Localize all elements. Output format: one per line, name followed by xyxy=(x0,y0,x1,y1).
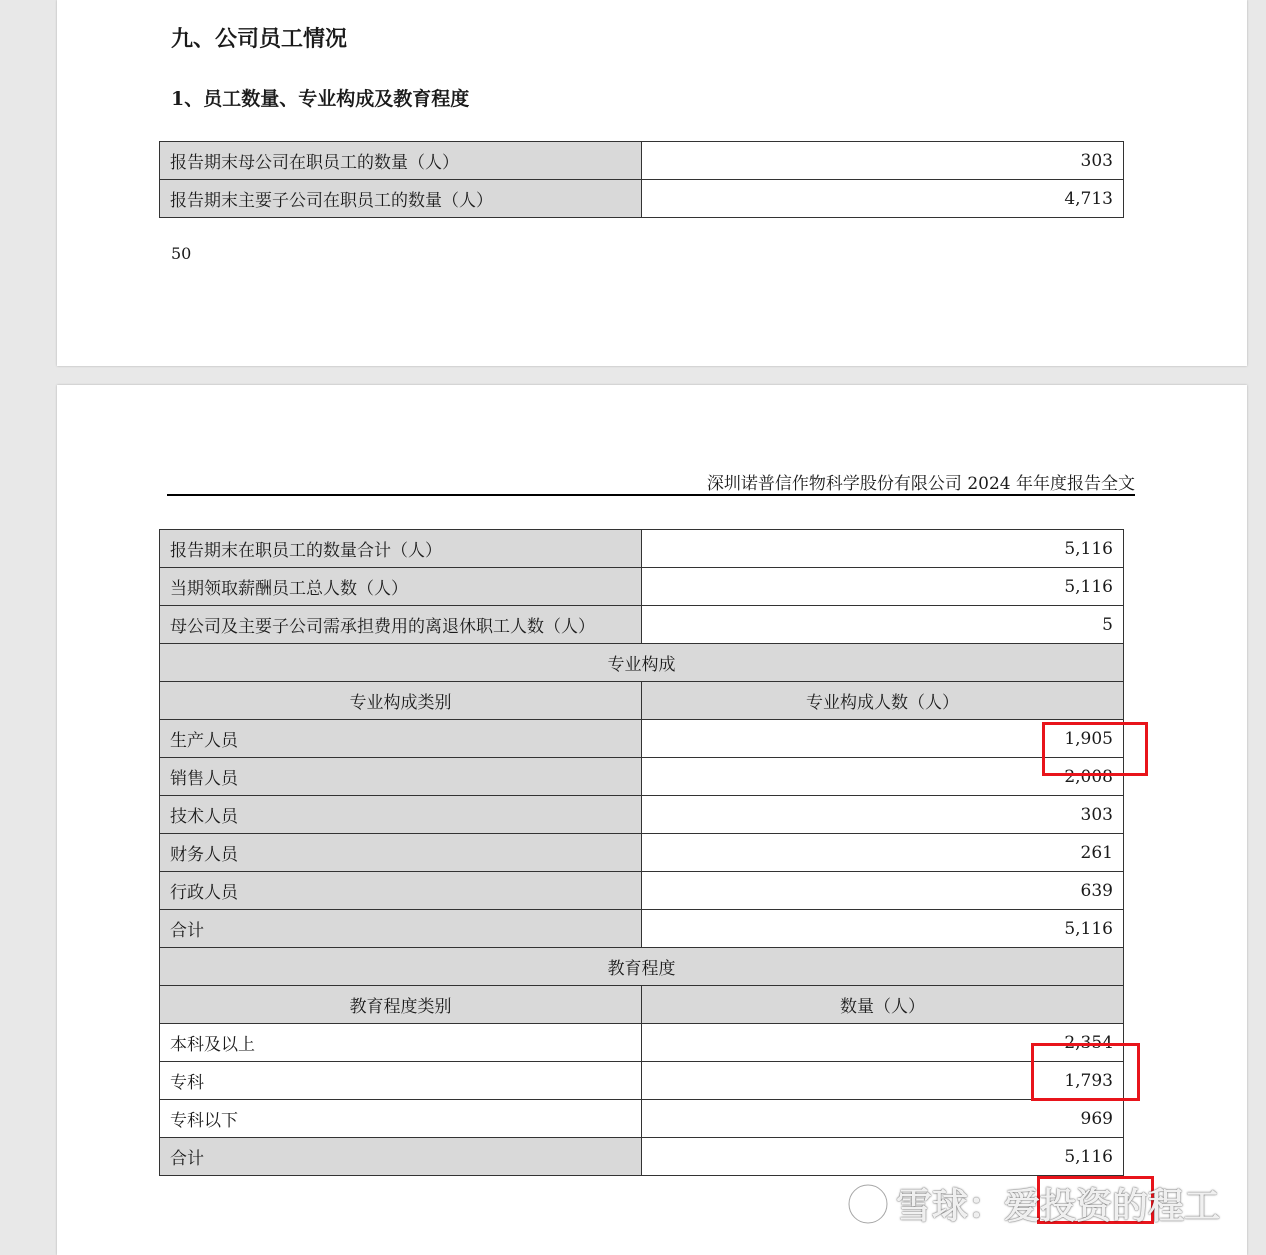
column-header: 专业构成类别 xyxy=(160,682,642,720)
table-row xyxy=(160,1138,1124,1176)
watermark-text: 雪球：爱投资的程工 xyxy=(896,1186,1221,1227)
table-row xyxy=(160,910,1124,948)
row-label: 当期领取薪酬员工总人数（人） xyxy=(160,568,642,606)
row-label: 母公司及主要子公司需承担费用的离退休职工人数（人） xyxy=(160,606,642,644)
highlight-box-production xyxy=(1042,722,1148,776)
document-page-2 xyxy=(57,385,1247,1255)
table-row xyxy=(160,180,1124,218)
row-value: 2,354 xyxy=(642,1024,1124,1062)
row-label: 专科 xyxy=(160,1062,642,1100)
table-row xyxy=(160,530,1124,568)
row-value: 303 xyxy=(642,796,1124,834)
table-row xyxy=(160,872,1124,910)
row-value: 261 xyxy=(642,834,1124,872)
row-value: 5,116 xyxy=(642,1138,1124,1176)
table-row xyxy=(160,758,1124,796)
row-value: 969 xyxy=(642,1100,1124,1138)
table-row xyxy=(160,796,1124,834)
running-header: 深圳诺普信作物科学股份有限公司 2024 年年度报告全文 xyxy=(706,474,1135,494)
table-row xyxy=(160,720,1124,758)
section-title-education: 教育程度 xyxy=(160,948,1124,986)
row-value: 1,793 xyxy=(642,1062,1124,1100)
row-value: 4,713 xyxy=(642,180,1124,218)
row-value: 5,116 xyxy=(642,910,1124,948)
subsection-heading: 1、员工数量、专业构成及教育程度 xyxy=(171,88,470,110)
document-page-1 xyxy=(57,0,1247,366)
snowball-logo-icon xyxy=(846,1182,890,1226)
row-value: 5,116 xyxy=(642,530,1124,568)
row-value: 639 xyxy=(642,872,1124,910)
table-row xyxy=(160,834,1124,872)
row-label: 报告期末主要子公司在职员工的数量（人） xyxy=(160,180,642,218)
row-value: 1,905 xyxy=(642,720,1124,758)
row-label: 报告期末在职员工的数量合计（人） xyxy=(160,530,642,568)
row-value: 303 xyxy=(642,142,1124,180)
column-header: 教育程度类别 xyxy=(160,986,642,1024)
row-label: 财务人员 xyxy=(160,834,642,872)
section-title-professional: 专业构成 xyxy=(160,644,1124,682)
table-row xyxy=(160,568,1124,606)
row-label: 合计 xyxy=(160,1138,642,1176)
highlight-box-bachelor xyxy=(1031,1043,1140,1101)
row-label: 报告期末母公司在职员工的数量（人） xyxy=(160,142,642,180)
row-label: 行政人员 xyxy=(160,872,642,910)
column-header: 数量（人） xyxy=(642,986,1124,1024)
section-heading: 九、公司员工情况 xyxy=(171,26,348,52)
table-row xyxy=(160,1100,1124,1138)
row-label: 技术人员 xyxy=(160,796,642,834)
employee-count-table xyxy=(159,141,1124,218)
row-label: 合计 xyxy=(160,910,642,948)
row-label: 生产人员 xyxy=(160,720,642,758)
table-row xyxy=(160,606,1124,644)
row-value: 2,008 xyxy=(642,758,1124,796)
row-label: 本科及以上 xyxy=(160,1024,642,1062)
page-number: 50 xyxy=(171,244,192,263)
employee-structure-table xyxy=(159,529,1124,1176)
table-row xyxy=(160,1024,1124,1062)
row-value: 5 xyxy=(642,606,1124,644)
table-row xyxy=(160,142,1124,180)
column-header: 专业构成人数（人） xyxy=(642,682,1124,720)
watermark xyxy=(846,1178,1220,1229)
section-row xyxy=(160,948,1124,986)
column-header-row xyxy=(160,986,1124,1024)
row-value: 5,116 xyxy=(642,568,1124,606)
column-header-row xyxy=(160,682,1124,720)
header-divider xyxy=(167,494,1135,496)
row-label: 销售人员 xyxy=(160,758,642,796)
table-row xyxy=(160,1062,1124,1100)
section-row xyxy=(160,644,1124,682)
row-label: 专科以下 xyxy=(160,1100,642,1138)
